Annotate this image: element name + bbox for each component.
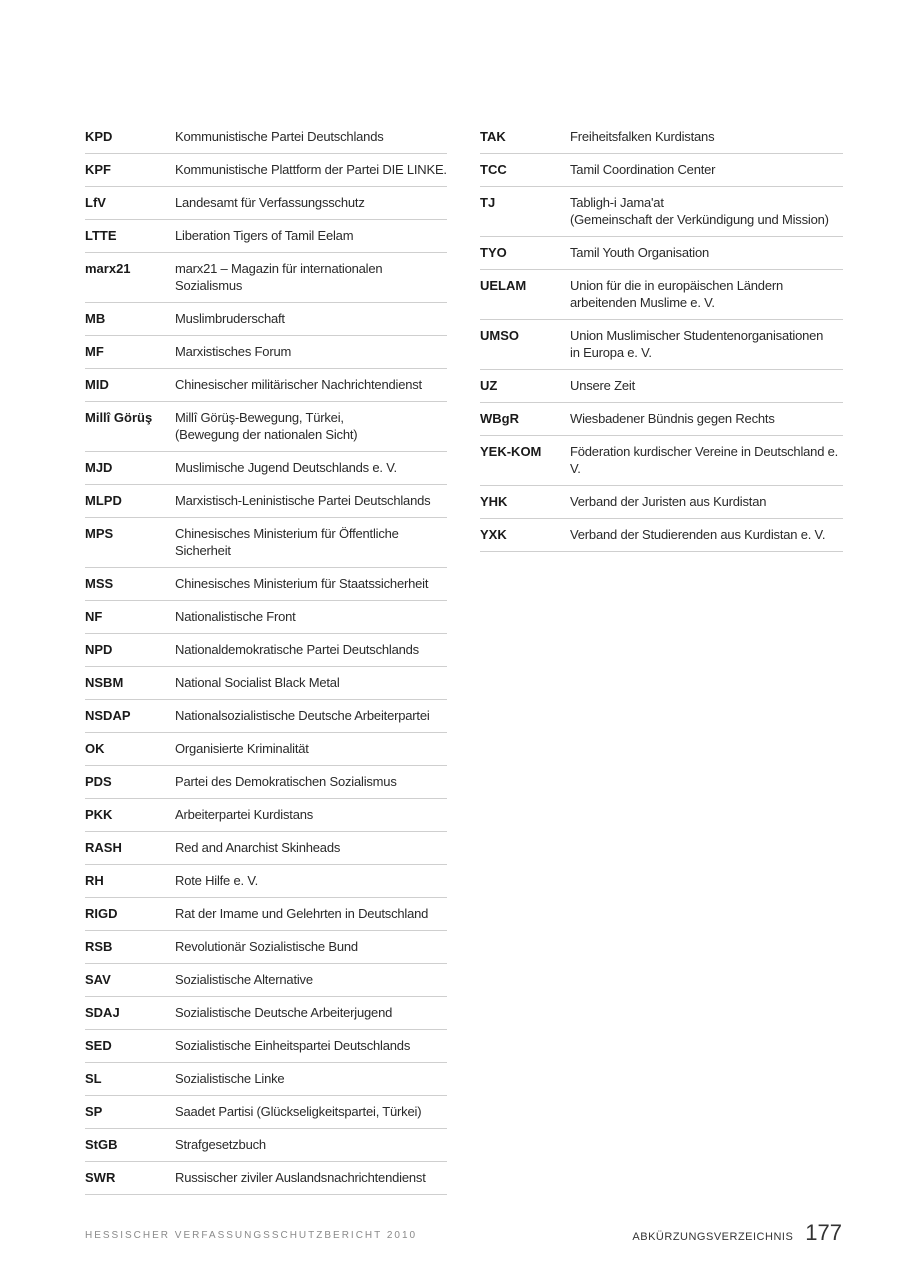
abbreviation-entry xyxy=(480,121,843,154)
abbreviation-definition: National Socialist Black Metal xyxy=(175,675,340,690)
abbreviation-entry xyxy=(480,519,843,552)
abbreviation: KPD xyxy=(85,129,113,144)
abbreviation: UELAM xyxy=(480,278,527,293)
abbreviation: RSB xyxy=(85,939,113,954)
abbreviation-entry xyxy=(480,154,843,187)
abbreviation-definition: Kommunistische Partei Deutschlands xyxy=(175,129,384,144)
abbreviation-definition: Sozialistische Alternative xyxy=(175,972,313,987)
abbreviation-definition: Union Muslimischer Studentenorganisationen in Europa e. V. xyxy=(570,328,824,360)
abbreviation: SL xyxy=(85,1071,102,1086)
abbreviation-entry xyxy=(85,1030,447,1063)
abbreviation-definition: Rat der Imame und Gelehrten in Deutschland xyxy=(175,906,429,921)
abbreviation-entry xyxy=(85,485,447,518)
abbreviation-definition: Freiheitsfalken Kurdistans xyxy=(570,129,715,144)
abbreviation-definition: Verband der Juristen aus Kurdistan xyxy=(570,494,767,509)
abbreviation-definition: Marxistisches Forum xyxy=(175,344,292,359)
abbreviation: UZ xyxy=(480,378,498,393)
abbreviation-definition: Strafgesetzbuch xyxy=(175,1137,266,1152)
abbreviation-entry xyxy=(480,370,843,403)
abbreviation-entry xyxy=(480,436,843,486)
abbreviation-entry xyxy=(85,518,447,568)
abbreviation: TJ xyxy=(480,195,496,210)
abbreviation: MSS xyxy=(85,576,114,591)
abbreviation-entry xyxy=(85,766,447,799)
abbreviation: NPD xyxy=(85,642,113,657)
abbreviation-definition: Marxistisch-Leninistische Partei Deutschlands xyxy=(175,493,431,508)
abbreviation-definition: Kommunistische Plattform der Partei DIE LINKE. xyxy=(175,162,447,177)
abbreviation-entry xyxy=(85,733,447,766)
abbreviation-definition: Nationaldemokratische Partei Deutschlands xyxy=(175,642,419,657)
abbreviation-entry xyxy=(85,303,447,336)
abbreviation-definition: Tamil Coordination Center xyxy=(570,162,716,177)
abbreviation: KPF xyxy=(85,162,111,177)
abbreviation-entry xyxy=(85,832,447,865)
publication-title: HESSISCHER VERFASSUNGSSCHUTZBERICHT 2010 xyxy=(85,1230,418,1241)
abbreviation: LTTE xyxy=(85,228,117,243)
abbreviation: PDS xyxy=(85,774,112,789)
abbreviation: MB xyxy=(85,311,106,326)
abbreviation-definition: Chinesisches Ministerium für Öffentliche Sicherheit xyxy=(175,526,399,558)
abbreviation-entry xyxy=(85,931,447,964)
abbreviation: TCC xyxy=(480,162,507,177)
abbreviation-entry xyxy=(85,865,447,898)
abbreviation-entry xyxy=(85,1063,447,1096)
abbreviation-entry xyxy=(85,700,447,733)
abbreviation-definition: Arbeiterpartei Kurdistans xyxy=(175,807,314,822)
abbreviation-definition: Tabligh-i Jama'at (Gemeinschaft der Verkündigung und Mission) xyxy=(570,195,829,227)
abbreviation-definition: Union für die in europäischen Ländern arbeitenden Muslime e. V. xyxy=(570,278,784,310)
abbreviation: MID xyxy=(85,377,109,392)
abbreviation-definition: Muslimbruderschaft xyxy=(175,311,285,326)
abbreviation-entry xyxy=(85,964,447,997)
abbreviation-definition: Tamil Youth Organisation xyxy=(570,245,710,260)
abbreviation-definition: Revolutionär Sozialistische Bund xyxy=(175,939,358,954)
abbreviation-entry xyxy=(85,452,447,485)
abbreviation-entry xyxy=(85,799,447,832)
abbreviation-entry xyxy=(85,336,447,369)
abbreviation: SAV xyxy=(85,972,111,987)
abbreviation: WBgR xyxy=(480,411,519,426)
abbreviation: marx21 xyxy=(85,261,131,276)
abbreviation: RIGD xyxy=(85,906,118,921)
abbreviation-definition: Saadet Partisi (Glückseligkeitspartei, Türkei) xyxy=(175,1104,422,1119)
abbreviation-entry xyxy=(85,601,447,634)
abbreviation-entry xyxy=(480,403,843,436)
abbreviation-entry xyxy=(85,253,447,303)
abbreviation-definition: Nationalistische Front xyxy=(175,609,296,624)
abbreviation-definition: Chinesischer militärischer Nachrichtendienst xyxy=(175,377,422,392)
abbreviation-definition: Föderation kurdischer Vereine in Deutschland e. V. xyxy=(570,444,839,476)
abbreviation: YEK-KOM xyxy=(480,444,542,459)
abbreviation: OK xyxy=(85,741,105,756)
abbreviation: UMSO xyxy=(480,328,519,343)
abbreviation: NSBM xyxy=(85,675,124,690)
abbreviation: SDAJ xyxy=(85,1005,120,1020)
abbreviation-list-right xyxy=(480,121,843,552)
abbreviation-definition: Partei des Demokratischen Sozialismus xyxy=(175,774,397,789)
abbreviation: SED xyxy=(85,1038,112,1053)
abbreviation-definition: Wiesbadener Bündnis gegen Rechts xyxy=(570,411,775,426)
abbreviation: SP xyxy=(85,1104,103,1119)
abbreviation: YHK xyxy=(480,494,508,509)
abbreviation: TYO xyxy=(480,245,507,260)
abbreviation-entry xyxy=(85,634,447,667)
abbreviation: LfV xyxy=(85,195,106,210)
abbreviation-definition: Liberation Tigers of Tamil Eelam xyxy=(175,228,354,243)
abbreviation-definition: Millî Görüş-Bewegung, Türkei, (Bewegung der nationalen Sicht) xyxy=(175,410,358,442)
abbreviation: MPS xyxy=(85,526,114,541)
abbreviation-entry xyxy=(480,486,843,519)
abbreviation-definition: Rote Hilfe e. V. xyxy=(175,873,259,888)
abbreviation: RASH xyxy=(85,840,122,855)
abbreviation-entry xyxy=(85,1129,447,1162)
abbreviation-definition: Sozialistische Einheitspartei Deutschlands xyxy=(175,1038,411,1053)
abbreviation: NSDAP xyxy=(85,708,131,723)
section-title: ABKÜRZUNGSVERZEICHNIS xyxy=(632,1231,794,1243)
abbreviation-entry xyxy=(85,1096,447,1129)
abbreviation-definition: Russischer ziviler Auslandsnachrichtendienst xyxy=(175,1170,426,1185)
abbreviation-definition: Unsere Zeit xyxy=(570,378,635,393)
abbreviation-entry xyxy=(85,154,447,187)
abbreviation: YXK xyxy=(480,527,507,542)
abbreviation: MJD xyxy=(85,460,113,475)
abbreviation: MLPD xyxy=(85,493,122,508)
abbreviation-entry xyxy=(85,187,447,220)
abbreviation: RH xyxy=(85,873,104,888)
abbreviation: StGB xyxy=(85,1137,118,1152)
abbreviation-list-left xyxy=(85,121,447,1195)
abbreviation-definition: marx21 – Magazin für internationalen Sozialismus xyxy=(175,261,383,293)
abbreviation: Millî Görüş xyxy=(85,410,153,425)
abbreviation-entry xyxy=(85,997,447,1030)
abbreviation-entry xyxy=(85,220,447,253)
abbreviation-entry xyxy=(85,1162,447,1195)
abbreviation-entry xyxy=(85,121,447,154)
abbreviation: NF xyxy=(85,609,103,624)
abbreviation-entry xyxy=(85,568,447,601)
abbreviation-entry xyxy=(85,402,447,452)
abbreviation: TAK xyxy=(480,129,506,144)
abbreviation-entry xyxy=(480,187,843,237)
abbreviation: MF xyxy=(85,344,104,359)
abbreviation-entry xyxy=(480,320,843,370)
abbreviation-definition: Chinesisches Ministerium für Staatssicherheit xyxy=(175,576,429,591)
abbreviation-entry xyxy=(480,270,843,320)
abbreviation-definition: Sozialistische Linke xyxy=(175,1071,285,1086)
abbreviation-definition: Verband der Studierenden aus Kurdistan e. V. xyxy=(570,527,826,542)
abbreviation-entry xyxy=(480,237,843,270)
abbreviation-definition: Organisierte Kriminalität xyxy=(175,741,309,756)
page-footer xyxy=(632,1220,842,1246)
abbreviation-definition: Landesamt für Verfassungsschutz xyxy=(175,195,365,210)
abbreviation-entry xyxy=(85,667,447,700)
abbreviation-entry xyxy=(85,898,447,931)
abbreviation-entry xyxy=(85,369,447,402)
abbreviation-definition: Red and Anarchist Skinheads xyxy=(175,840,341,855)
abbreviation: PKK xyxy=(85,807,113,822)
abbreviation-definition: Muslimische Jugend Deutschlands e. V. xyxy=(175,460,397,475)
abbreviation-definition: Nationalsozialistische Deutsche Arbeiterpartei xyxy=(175,708,430,723)
abbreviation: SWR xyxy=(85,1170,116,1185)
page-number: 177 xyxy=(805,1220,842,1245)
abbreviation-definition: Sozialistische Deutsche Arbeiterjugend xyxy=(175,1005,393,1020)
